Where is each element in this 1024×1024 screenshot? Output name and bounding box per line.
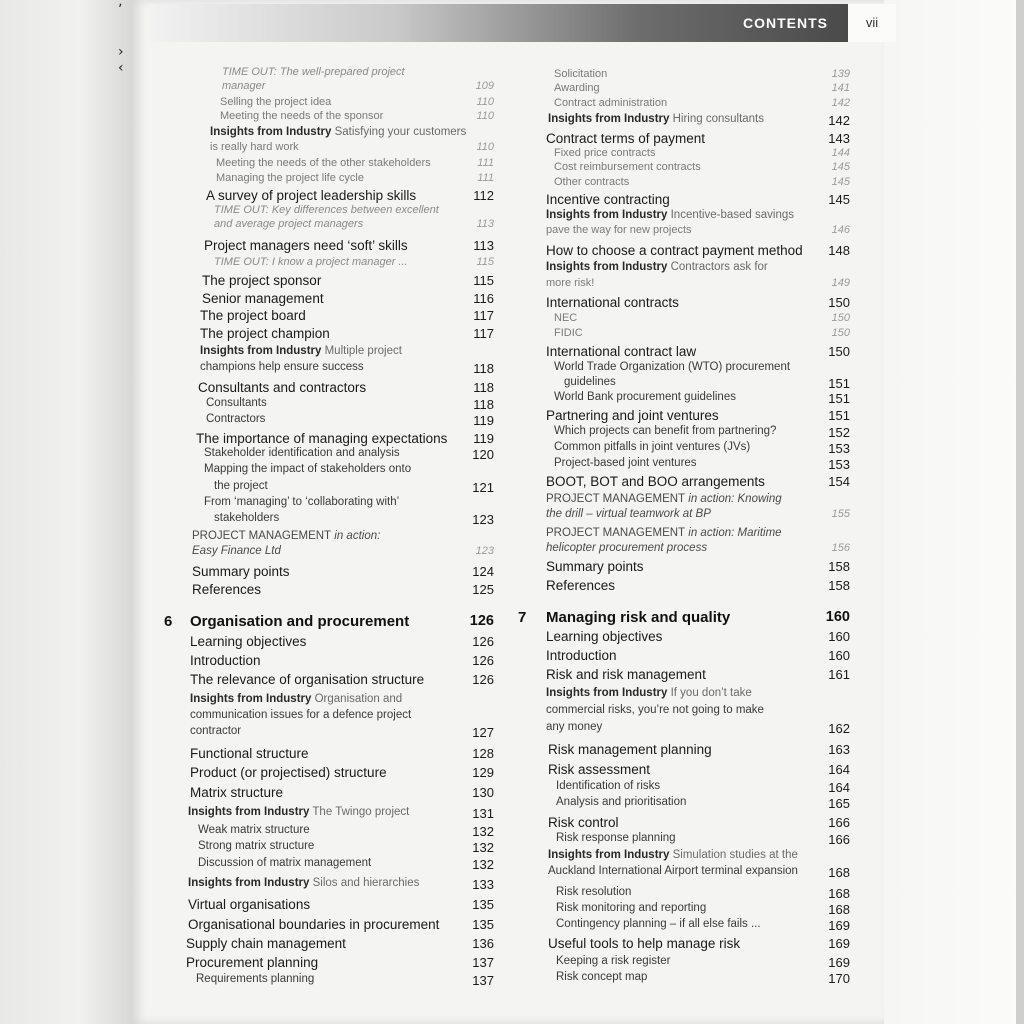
page-ref: 110 — [476, 96, 494, 108]
insights-label: Insights from Industry — [546, 209, 668, 221]
entry-title: Contract administration — [554, 97, 668, 109]
page-ref: 150 — [831, 312, 850, 324]
entry-text: PROJECT MANAGEMENT — [546, 493, 686, 505]
entry-title — [188, 806, 409, 818]
insights-label: Insights from Industry — [546, 261, 668, 273]
entry-title: commercial risks, you’re not going to make — [546, 704, 764, 716]
page-ref: 117 — [473, 326, 494, 341]
page-ref: 128 — [472, 746, 494, 761]
entry-title: Fixed price contracts — [554, 147, 656, 159]
entry-title: International contracts — [546, 295, 679, 310]
entry-title: Mapping the impact of stakeholders onto — [204, 463, 412, 475]
entry-title: Introduction — [190, 653, 261, 668]
entry-title: TIME OUT: Key differences between excellent — [214, 204, 439, 216]
entry-title — [200, 345, 402, 357]
entry-title: Partnering and joint ventures — [546, 408, 719, 423]
page-ref: 156 — [831, 542, 850, 554]
page-edge — [1016, 0, 1024, 1024]
entry-title — [546, 687, 752, 699]
binding-mark: ‹ — [118, 60, 124, 76]
entry-title: Contingency planning – if all else fails ... — [556, 918, 761, 930]
page-ref: 126 — [472, 672, 494, 687]
insights-label: Insights from Industry — [188, 806, 310, 818]
entry-title — [546, 527, 782, 539]
entry-title: Risk assessment — [548, 762, 651, 777]
entry-title — [548, 849, 798, 861]
entry-text: Simulation studies at the — [669, 849, 798, 861]
entry-title — [546, 508, 711, 520]
entry-title: guidelines — [564, 376, 616, 388]
right-margin — [884, 0, 1024, 1024]
entry-title: Consultants — [206, 397, 267, 409]
entry-text: Contractors ask for — [667, 261, 768, 273]
page-ref: 155 — [831, 508, 850, 520]
entry-title: Contract terms of payment — [546, 131, 706, 146]
entry-title — [192, 545, 281, 557]
entry-title: Other contracts — [554, 176, 630, 188]
page-ref: 124 — [472, 564, 494, 579]
entry-text: Hiring consultants — [669, 113, 765, 125]
book-spine-edge — [0, 0, 132, 1024]
page-ref: 164 — [828, 780, 850, 795]
page-ref: 160 — [825, 609, 850, 625]
page-ref: 109 — [475, 80, 494, 92]
page-ref: 148 — [828, 243, 850, 258]
entry-title: Which projects can benefit from partnering? — [554, 425, 777, 437]
page-ref: 135 — [472, 917, 494, 932]
entry-title: References — [546, 578, 616, 593]
entry-title: Weak matrix structure — [198, 824, 310, 836]
page-ref: 132 — [472, 857, 494, 872]
page-ref: 169 — [828, 918, 850, 933]
entry-text: Satisfying your customers — [331, 126, 467, 138]
entry-title: Common pitfalls in joint ventures (JVs) — [554, 441, 751, 453]
page-ref: 123 — [472, 512, 494, 527]
entry-title — [192, 530, 380, 542]
entry-title — [190, 693, 402, 705]
entry-title: Stakeholder identification and analysis — [204, 447, 400, 459]
entry-title: From ‘managing’ to ‘collaborating with’ — [204, 496, 400, 508]
entry-title — [546, 493, 782, 505]
entry-title: Summary points — [192, 564, 290, 579]
entry-title: more risk! — [546, 277, 595, 289]
page-ref: 170 — [828, 971, 850, 986]
entry-title: Organisational boundaries in procurement — [188, 917, 440, 932]
page-ref: 133 — [472, 877, 494, 892]
insights-label: Insights from Industry — [200, 345, 322, 357]
entry-title: Managing the project life cycle — [216, 172, 364, 184]
entry-title: Risk and risk management — [546, 667, 706, 682]
entry-title: and average project managers — [214, 218, 364, 230]
entry-title: Supply chain management — [186, 936, 346, 951]
page-ref: 118 — [473, 361, 494, 376]
entry-title: NEC — [554, 312, 578, 324]
entry-title: The relevance of organisation structure — [190, 672, 425, 687]
entry-text: PROJECT MANAGEMENT — [192, 530, 332, 542]
page-ref: 117 — [473, 308, 494, 323]
page-ref: 130 — [472, 785, 494, 800]
entry-title: Awarding — [554, 82, 600, 94]
entry-title: Risk control — [548, 815, 619, 830]
binding-mark: ʼ — [118, 2, 123, 18]
entry-text: PROJECT MANAGEMENT — [546, 527, 686, 539]
page-ref: 153 — [828, 457, 850, 472]
entry-title: Incentive contracting — [546, 192, 670, 207]
insights-label: Insights from Industry — [548, 849, 670, 861]
entry-title: Discussion of matrix management — [198, 857, 372, 869]
page-ref: 151 — [828, 376, 850, 391]
entry-title: International contract law — [546, 344, 697, 359]
entry-title: The project champion — [200, 326, 330, 341]
entry-title: champions help ensure success — [200, 361, 364, 373]
entry-title: Risk resolution — [556, 886, 632, 898]
entry-title — [210, 126, 466, 138]
entry-title: TIME OUT: I know a project manager ... — [214, 256, 408, 268]
page-ref: 127 — [472, 725, 494, 740]
page-ref: 168 — [828, 865, 850, 880]
page-ref: 139 — [831, 68, 850, 80]
entry-title: Useful tools to help manage risk — [548, 936, 741, 951]
entry-title: contractor — [190, 725, 242, 737]
page-ref: 110 — [476, 110, 494, 122]
page-ref: 153 — [828, 441, 850, 456]
entry-text: The Twingo project — [309, 806, 410, 818]
page-ref: 145 — [831, 176, 850, 188]
page-ref: 165 — [828, 796, 850, 811]
page-ref: 142 — [831, 97, 850, 109]
entry-italic: in action: — [331, 530, 381, 542]
page-ref: 142 — [828, 113, 850, 128]
entry-text: Easy Finance Ltd — [192, 545, 281, 557]
entry-title: communication issues for a defence project — [190, 709, 412, 721]
entry-title: Strong matrix structure — [198, 840, 315, 852]
entry-title: Keeping a risk register — [556, 955, 671, 967]
insights-label: Insights from Industry — [210, 126, 332, 138]
page-ref: 145 — [831, 161, 850, 173]
page-ref: 150 — [828, 344, 850, 359]
page-number: vii — [848, 4, 896, 42]
page-ref: 162 — [828, 721, 850, 736]
entry-title: Managing risk and quality — [546, 609, 731, 626]
entry-title: pave the way for new projects — [546, 224, 692, 236]
entry-text: Incentive-based savings — [667, 209, 794, 221]
page-ref: 163 — [828, 742, 850, 757]
entry-title: Product (or projectised) structure — [190, 765, 387, 780]
entry-title: Risk management planning — [548, 742, 712, 757]
page-ref: 143 — [828, 131, 850, 146]
page-ref: 136 — [472, 936, 494, 951]
entry-title — [546, 261, 768, 273]
page-ref: 151 — [828, 408, 850, 423]
page-ref: 152 — [828, 425, 850, 440]
entry-title: Solicitation — [554, 68, 608, 80]
entry-title: BOOT, BOT and BOO arrangements — [546, 474, 765, 489]
entry-title: Virtual organisations — [188, 897, 311, 912]
page-ref: 111 — [477, 172, 494, 184]
entry-title: References — [192, 582, 262, 597]
entry-text: Multiple project — [321, 345, 402, 357]
entry-title: The project sponsor — [202, 273, 322, 288]
page-ref: 166 — [828, 815, 850, 830]
entry-title: Meeting the needs of the sponsor — [220, 110, 384, 122]
page-ref: 161 — [828, 667, 850, 682]
entry-title — [548, 113, 764, 125]
page-ref: 118 — [473, 397, 494, 412]
page-ref: 158 — [828, 578, 850, 593]
page-ref: 119 — [473, 431, 494, 446]
chapter-number: 7 — [518, 609, 527, 626]
entry-title: stakeholders — [214, 512, 280, 524]
chapter-number: 6 — [164, 613, 173, 630]
page-ref: 137 — [472, 973, 494, 988]
entry-title: Selling the project idea — [220, 96, 332, 108]
page-ref: 169 — [828, 936, 850, 951]
entry-title: Analysis and prioritisation — [556, 796, 687, 808]
page-ref: 118 — [473, 380, 494, 395]
insights-label: Insights from Industry — [190, 693, 312, 705]
page-ref: 126 — [472, 634, 494, 649]
page-ref: 113 — [473, 238, 494, 253]
page-ref: 151 — [828, 391, 850, 406]
entry-text: Silos and hierarchies — [309, 877, 420, 889]
entry-title: Senior management — [202, 291, 324, 306]
page-ref: 115 — [476, 256, 494, 268]
page-ref: 166 — [828, 832, 850, 847]
section-title: CONTENTS — [743, 15, 828, 31]
entry-title: Meeting the needs of the other stakeholders — [216, 157, 431, 169]
entry-title: Procurement planning — [186, 955, 319, 970]
page-ref: 115 — [473, 273, 494, 288]
entry-title: TIME OUT: The well-prepared project — [222, 66, 405, 78]
entry-title: the project — [214, 480, 268, 492]
page-ref: 146 — [831, 224, 850, 236]
entry-title: Organisation and procurement — [190, 613, 410, 630]
page-ref: 160 — [828, 648, 850, 663]
entry-title: any money — [546, 721, 603, 733]
entry-title: Introduction — [546, 648, 617, 663]
entry-title: Learning objectives — [546, 629, 663, 644]
running-header — [150, 4, 848, 42]
insights-label: Insights from Industry — [548, 113, 670, 125]
entry-title — [546, 209, 794, 221]
page-ref: 135 — [472, 897, 494, 912]
entry-title: The importance of managing expectations — [196, 431, 448, 446]
binding-mark: › — [118, 44, 124, 60]
entry-italic: in action: Knowing — [685, 493, 782, 505]
entry-title: A survey of project leadership skills — [206, 188, 417, 203]
page-ref: 125 — [472, 582, 494, 597]
entry-title: How to choose a contract payment method — [546, 243, 803, 258]
entry-title — [188, 877, 419, 889]
entry-title: Risk monitoring and reporting — [556, 902, 707, 914]
page-ref: 123 — [475, 545, 494, 557]
page-ref: 158 — [828, 559, 850, 574]
page-ref: 154 — [828, 474, 850, 489]
entry-title: Identification of risks — [556, 780, 661, 792]
entry-italic: in action: Maritime — [685, 527, 782, 539]
entry-text: Organisation and — [311, 693, 403, 705]
page-ref: 149 — [831, 277, 850, 289]
entry-title: Risk response planning — [556, 832, 676, 844]
page-ref: 126 — [469, 613, 494, 629]
page-ref: 141 — [831, 82, 850, 94]
page-ref: 144 — [831, 147, 850, 159]
entry-title: is really hard work — [210, 141, 299, 153]
page-ref: 160 — [828, 629, 850, 644]
page-ref: 110 — [476, 141, 494, 153]
page-ref: 111 — [477, 157, 494, 169]
entry-title: Contractors — [206, 413, 266, 425]
page-ref: 164 — [828, 762, 850, 777]
entry-title: FIDIC — [554, 327, 583, 339]
entry-text: If you don’t take — [667, 687, 752, 699]
page-ref: 120 — [472, 447, 494, 462]
entry-title: manager — [222, 80, 266, 92]
entry-text: helicopter procurement process — [546, 542, 708, 554]
page-ref: 132 — [472, 824, 494, 839]
page-ref: 150 — [831, 327, 850, 339]
entry-text: the drill – virtual teamwork at BP — [546, 508, 711, 520]
entry-title — [546, 542, 707, 554]
insights-label: Insights from Industry — [188, 877, 310, 889]
entry-title: Functional structure — [190, 746, 309, 761]
entry-title: Requirements planning — [196, 973, 315, 985]
page-ref: 116 — [473, 291, 494, 306]
insights-label: Insights from Industry — [546, 687, 668, 699]
entry-title: Project-based joint ventures — [554, 457, 697, 469]
entry-title: Risk concept map — [556, 971, 648, 983]
entry-title: Auckland International Airport terminal expansion — [548, 865, 798, 877]
page-ref: 168 — [828, 902, 850, 917]
page-ref: 145 — [828, 192, 850, 207]
entry-title: Project managers need ‘soft’ skills — [204, 238, 408, 253]
page-ref: 121 — [472, 480, 494, 495]
page-ref: 168 — [828, 886, 850, 901]
page-ref: 113 — [476, 218, 494, 230]
entry-title: The project board — [200, 308, 306, 323]
entry-title: Consultants and contractors — [198, 380, 367, 395]
page-ref: 112 — [473, 188, 494, 203]
entry-title: Learning objectives — [190, 634, 307, 649]
page-ref: 169 — [828, 955, 850, 970]
entry-title: World Bank procurement guidelines — [554, 391, 736, 403]
entry-title: World Trade Organization (WTO) procurement — [554, 361, 791, 373]
entry-title: Matrix structure — [190, 785, 284, 800]
page-ref: 126 — [472, 653, 494, 668]
page-ref: 132 — [472, 840, 494, 855]
page-ref: 129 — [472, 765, 494, 780]
entry-title: Cost reimbursement contracts — [554, 161, 701, 173]
page-ref: 119 — [473, 413, 494, 428]
page-ref: 150 — [828, 295, 850, 310]
page-ref: 131 — [472, 806, 494, 821]
page-ref: 137 — [472, 955, 494, 970]
entry-title: Summary points — [546, 559, 644, 574]
